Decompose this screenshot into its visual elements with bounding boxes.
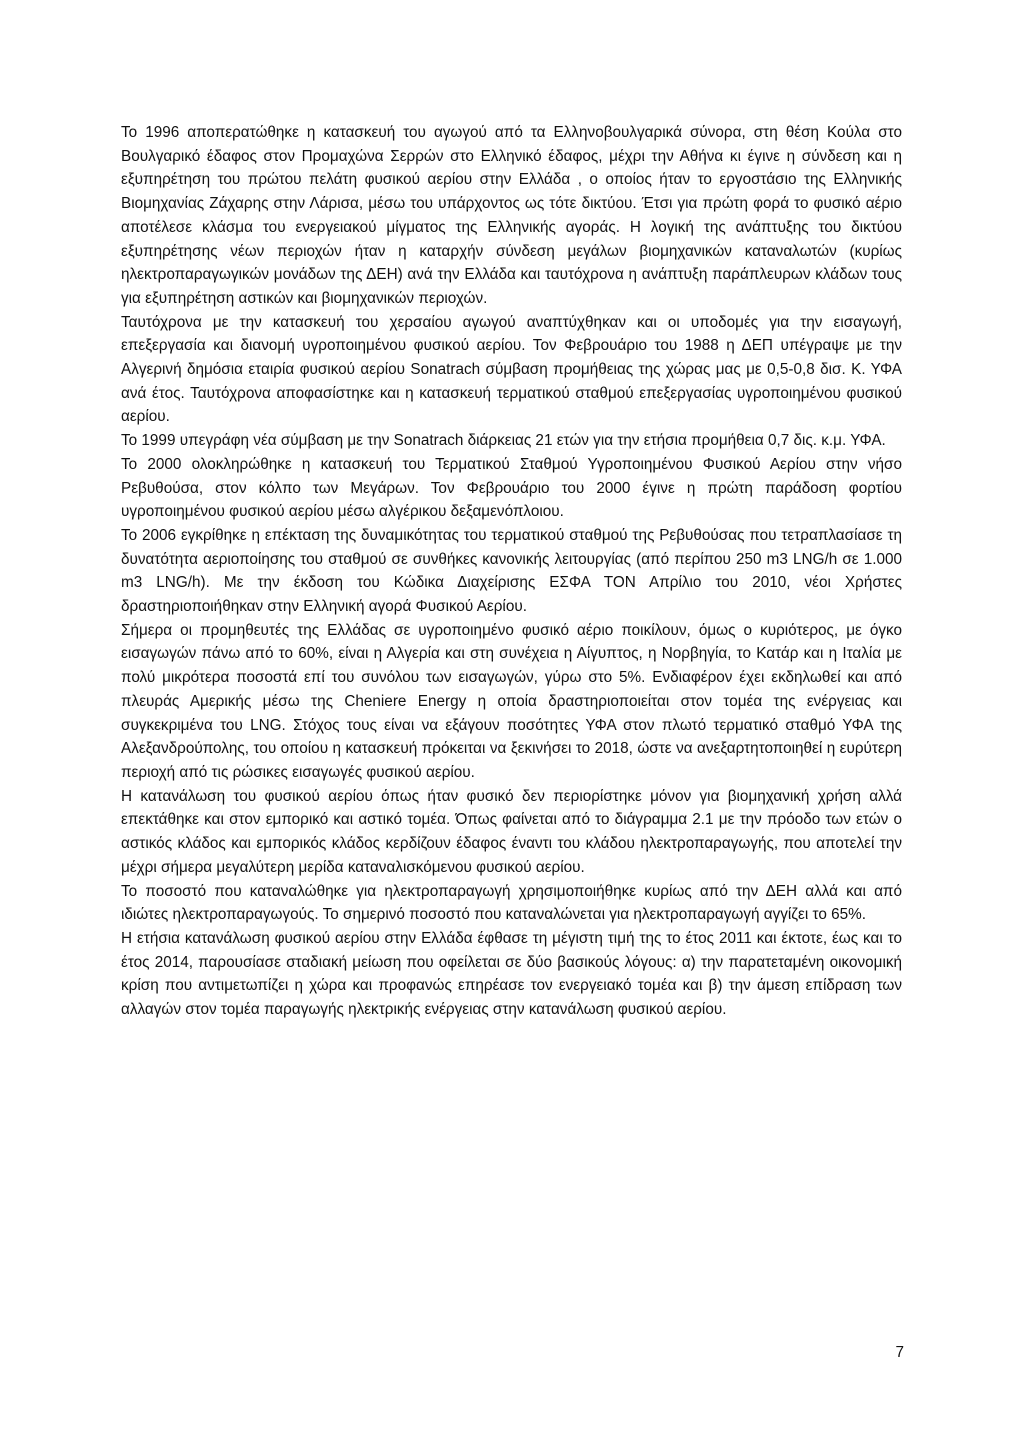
paragraph-suppliers: Σήμερα οι προμηθευτές της Ελλάδας σε υγροποιημένο φυσικό αέριο ποικίλουν, όμως ο κυριότερος, με όγκο εισαγωγών πάνω από το 60%, είναι η Αλγερία και στη συνέχεια η Αίγυπτος, η Νορβηγία, το Κατάρ και η Ιταλία με πολύ μικρότερα ποσοστά επί του συνόλου των εισαγωγών, γύρω στο 5%. Ενδιαφέρον έχει εκδηλωθεί και από πλευράς Αμερικής μέσω της Cheniere Energy η οποία δραστηριοποιείται στον τομέα της ενέργειας και συγκεκριμένα του LNG. Στόχος τους είναι να εξάγουν ποσότητες ΥΦΑ στον πλωτό τερματικό σταθμό ΥΦΑ της Αλεξανδρούπολης, του οποίου η κατασκευή πρόκειται να ξεκινήσει το 2018, ώστε να ανεξαρτητοποιηθεί η ευρύτερη περιοχή από τις ρώσικες εισαγωγές φυσικού αερίου.: [121, 621, 902, 781]
paragraph-contract-1999: Το 1999 υπεγράφη νέα σύμβαση με την Sonatrach διάρκειας 21 ετών για την ετήσια προμήθεια 0,7 δις. κ.μ. ΥΦΑ.: [121, 432, 886, 450]
body-text: [121, 121, 902, 1022]
page-number: 7: [895, 1344, 904, 1361]
paragraph-power-generation: Το ποσοστό που καταναλώθηκε για ηλεκτροπαραγωγή χρησιμοποιήθηκε κυρίως από την ΔΕΗ αλλά και από ιδιώτες ηλεκτροπαραγωγούς. Το σημερινό ποσοστό που καταναλώνεται για ηλεκτροπαραγωγή αγγίζει το 65%.: [121, 882, 902, 924]
paragraph-annual-consumption: Η ετήσια κατανάλωση φυσικού αερίου στην Ελλάδα έφθασε τη μέγιστη τιμή της το έτος 2011 και έκτοτε, έως και το έτος 2014, παρουσίασε σταδιακή μείωση που οφείλεται σε δύο βασικούς λόγους: α) την παρατεταμένη οικονομική κρίση που αντιμετωπίζει η χώρα και προφανώς επηρέασε τον ενεργειακό τομέα και β) την άμεση επίδραση των αλλαγών στον τομέα παραγωγής ηλεκτρικής ενέργειας στην κατανάλωση φυσικού αερίου.: [121, 929, 902, 1019]
paragraph-consumption-sectors: Η κατανάλωση του φυσικού αερίου όπως ήταν φυσικό δεν περιορίστηκε μόνον για βιομηχανική χρήση αλλά επεκτάθηκε και στον εμπορικό και αστικό τομέα. Όπως φαίνεται από το διάγραμμα 2.1 με την πρόοδο των ετών ο αστικός κλάδος και εμπορικός κλάδος κερδίζουν έδαφος έναντι του κλάδου ηλεκτροπαραγωγής, που αποτελεί την μέχρι σήμερα μεγαλύτερη μερίδα καταναλισκόμενου φυσικού αερίου.: [121, 787, 902, 876]
paragraph-expansion-2006: Το 2006 εγκρίθηκε η επέκταση της δυναμικότητας του τερματικού σταθμού της Ρεβυθούσας που τετραπλασίασε τη δυνατότητα αεριοποίησης του σταθμού σε συνθήκες κανονικής λειτουργίας (από περίπου 250 m3 LNG/h σε 1.000 m3 LNG/h). Με την έκδοση του Κώδικα Διαχείρισης ΕΣΦΑ ΤΟΝ Απρίλιο του 2010, νέοι Χρήστες δραστηριοποιήθηκαν στην Ελληνική αγορά Φυσικού Αερίου.: [121, 526, 902, 616]
paragraph-lng-infrastructure: Ταυτόχρονα με την κατασκευή του χερσαίου αγωγού αναπτύχθηκαν και οι υποδομές για την εισαγωγή, επεξεργασία και διανομή υγροποιημένου φυσικού αερίου. Τον Φεβρουάριο του 1988 η ΔΕΠ υπέγραψε με την Αλγερινή δημόσια εταιρία φυσικού αερίου Sonatrach σύμβαση προμήθειας της χώρας μας με 0,5-0,8 δισ. Κ. ΥΦΑ ανά έτος. Ταυτόχρονα αποφασίστηκε και η κατασκευή τερματικού σταθμού επεξεργασίας υγροποιημένου φυσικού αερίου.: [121, 313, 902, 426]
paragraph-terminal-2000: Το 2000 ολοκληρώθηκε η κατασκευή του Τερματικού Σταθμού Υγροποιημένου Φυσικού Αερίου στην νήσο Ρεβυθούσα, στον κόλπο των Μεγάρων. Τον Φεβρουάριο του 2000 έγινε η πρώτη παράδοση φορτίου υγροποιημένου φυσικού αερίου μέσω αλγέρικου δεξαμενόπλοιου.: [121, 455, 902, 521]
paragraph-pipeline-1996: Το 1996 αποπερατώθηκε η κατασκευή του αγωγού από τα Ελληνοβουλγαρικά σύνορα, στη θέση Κούλα στο Βουλγαρικό έδαφος στον Προμαχώνα Σερρών στο Ελληνικό έδαφος, μέχρι την Αθήνα κι έγινε η σύνδεση και η εξυπηρέτηση του πρώτου πελάτη φυσικού αερίου στην Ελλάδα , ο οποίος ήταν το εργοστάσιο της Ελληνικής Βιομηχανίας Ζάχαρης στην Λάρισα, μέσω του υπάρχοντος ως τότε δικτύου. Έτσι για πρώτη φορά το φυσικό αέριο αποτέλεσε κλάσμα του ενεργειακού μίγματος της Ελληνικής αγοράς. Η λογική της ανάπτυξης του δικτύου εξυπηρέτησης νέων περιοχών ήταν η καταρχήν σύνδεση μεγάλων βιομηχανικών καταναλωτών (κυρίως ηλεκτροπαραγωγικών μονάδων της ΔΕΗ) ανά την Ελλάδα και ταυτόχρονα η ανάπτυξη παράπλευρων κλάδων τους για εξυπηρέτηση αστικών και βιομηχανικών περιοχών.: [121, 124, 902, 307]
